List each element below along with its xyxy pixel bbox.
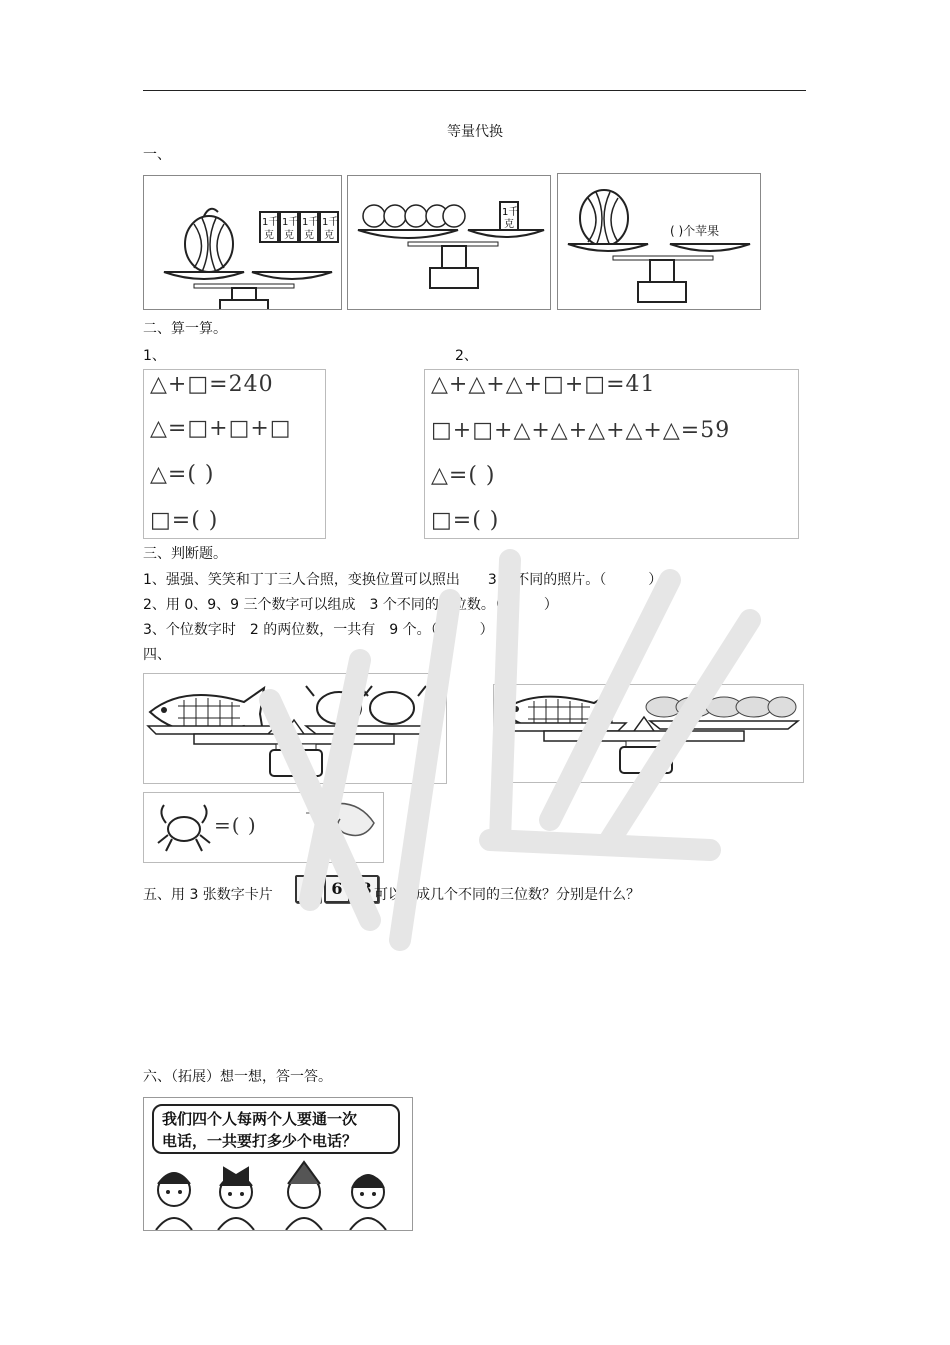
digit-card-2: 6 — [324, 875, 350, 903]
p1-line4: □=( ) — [150, 508, 219, 533]
judge-item-3: 3、个位数字时 2 的两位数，一共有 9 个。（ ） — [143, 622, 494, 638]
scale-illustration-1 — [144, 176, 341, 309]
shrimp-icon — [304, 793, 384, 862]
svg-text:克: 克 — [504, 219, 514, 230]
scale-illustration-3 — [558, 174, 760, 309]
svg-text:1千: 1千 — [282, 217, 299, 228]
section2-label: 二、算一算。 — [143, 321, 227, 337]
section3-label: 三、判断题。 — [143, 546, 227, 562]
scale-illustration-5 — [494, 685, 803, 782]
scale-watermelon-vs-weights — [143, 175, 342, 310]
crab-icon — [154, 793, 214, 862]
svg-text:1千: 1千 — [302, 217, 319, 228]
section5-prefix: 五、用 3 张数字卡片 — [143, 887, 273, 903]
digit-cards — [295, 875, 382, 903]
judge-item-2: 2、用 0、9、9 三个数字可以组成 3 个不同的三位数。（ ） — [143, 597, 558, 613]
scale-illustration-4 — [144, 674, 446, 783]
speech-line-1: 我们四个人每两个人要通一次 — [162, 1110, 358, 1128]
svg-text:克: 克 — [324, 230, 334, 241]
speech-line-2: 电话，一共要打多少个电话？ — [162, 1132, 358, 1150]
crab-shrimp-equation — [143, 792, 384, 863]
p2-line3: △=( ) — [431, 463, 496, 488]
four-children-icon — [144, 1154, 412, 1231]
scale-illustration-2 — [348, 176, 550, 309]
p2-line1: △+△+△+□+□=41 — [431, 372, 656, 397]
p1-line2: △=□+□+□ — [150, 416, 292, 441]
section5-suffix: 可以组成几个不同的三位数？分别是什么？ — [374, 887, 640, 903]
svg-text:1千: 1千 — [322, 217, 339, 228]
problem2-label: 2、 — [455, 348, 478, 364]
scale-fish-vs-shrimps — [493, 684, 804, 783]
scale-apples-vs-weight — [347, 175, 551, 310]
section4-label: 四、 — [143, 647, 171, 663]
digit-card-3: 8 — [353, 875, 379, 903]
svg-text:克: 克 — [264, 230, 274, 241]
digit-card-1: 7 — [295, 875, 321, 903]
judge-item-1: 1、强强、笑笑和丁丁三人合照，变换位置可以照出 3 种不同的照片。（ ） — [143, 572, 663, 588]
svg-text:克: 克 — [284, 230, 294, 241]
section6-label: 六、（拓展）想一想，答一答。 — [143, 1069, 332, 1085]
apple-count-blank: ( )个苹果 — [670, 224, 720, 238]
svg-text:1千: 1千 — [502, 207, 519, 218]
section1-label: 一、 — [143, 147, 171, 163]
svg-text:1千: 1千 — [262, 217, 279, 228]
svg-text:克: 克 — [304, 230, 314, 241]
problem1-box — [143, 369, 326, 539]
scale-watermelon-vs-apples — [557, 173, 761, 310]
p1-line1: △+□=240 — [150, 372, 274, 397]
problem2-box — [424, 369, 799, 539]
speech-bubble — [152, 1104, 400, 1154]
p2-line2: □+□+△+△+△+△+△=59 — [431, 418, 731, 443]
phone-call-illustration — [143, 1097, 413, 1231]
p2-line4: □=( ) — [431, 508, 500, 533]
p1-line3: △=( ) — [150, 462, 215, 487]
page-title: 等量代换 — [447, 124, 503, 140]
problem1-label: 1、 — [143, 348, 166, 364]
crab-equals-blank: =( ) — [214, 813, 257, 837]
header-rule — [143, 90, 806, 91]
scale-fish-vs-crabs — [143, 673, 447, 784]
